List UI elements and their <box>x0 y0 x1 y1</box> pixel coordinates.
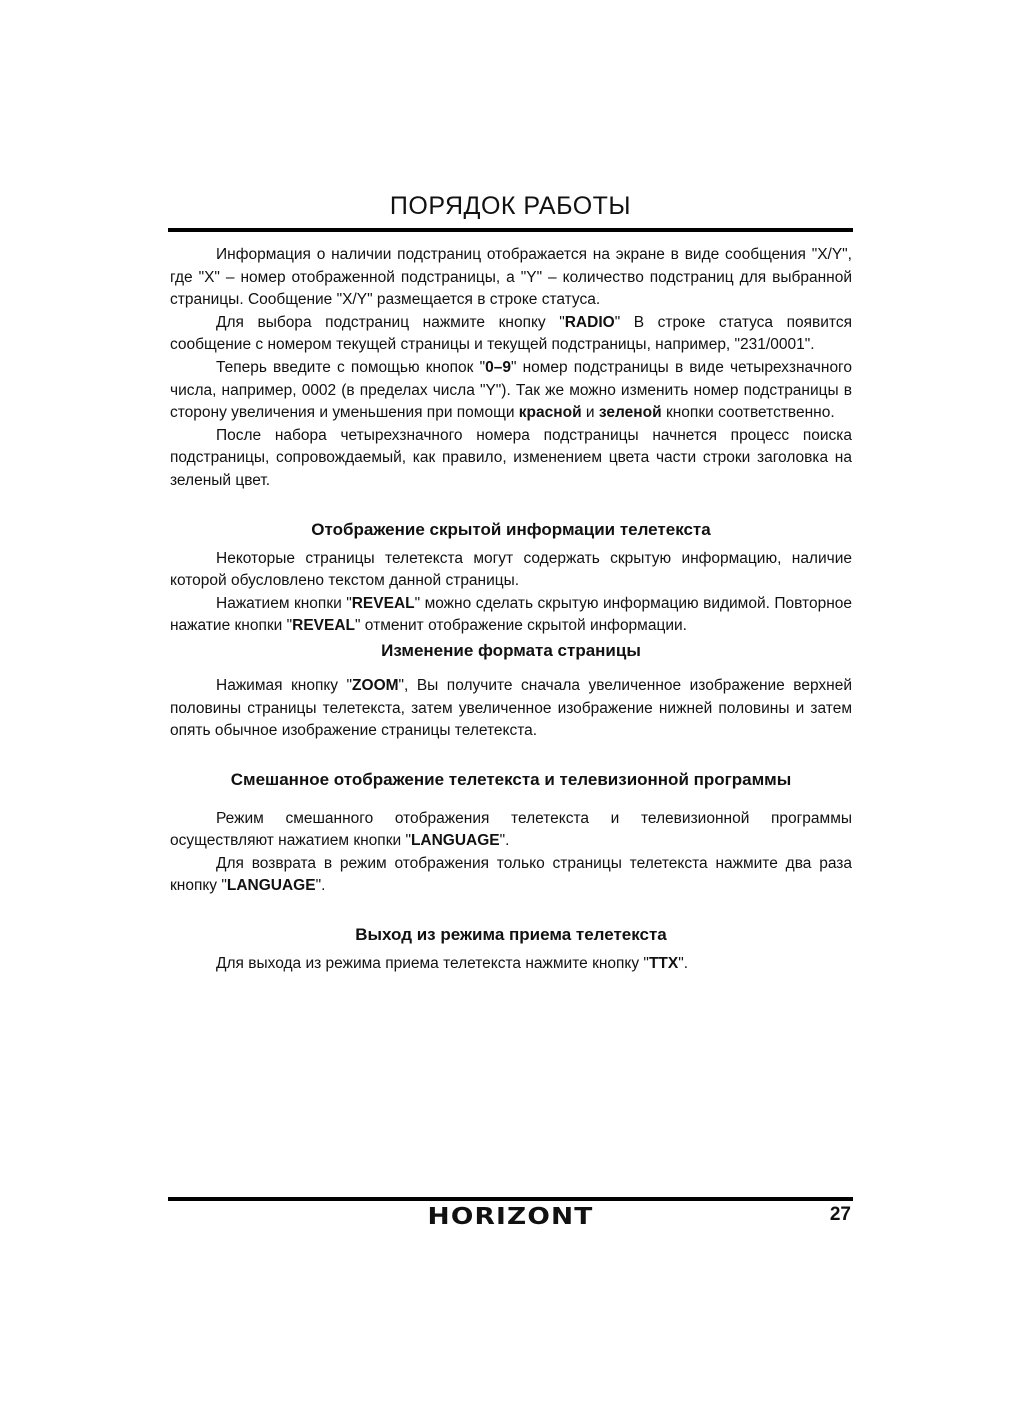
bold-text: REVEAL <box>351 594 415 612</box>
bold-text: зеленой <box>598 404 662 422</box>
paragraph <box>170 312 852 357</box>
brand-logo: HORIZONT <box>427 1204 594 1230</box>
text-run: " В строке статуса появится сообщение с номером текущей страницы и текущей подстраницы, например, "231/0001". <box>170 313 852 354</box>
text-run: ". <box>499 832 510 850</box>
bold-text: TTX <box>648 955 679 973</box>
text-run: Нажимая кнопку " <box>216 676 353 694</box>
page-number: 27 <box>829 1204 851 1225</box>
text-run: Режим смешанного отображения телетекста и телевизионной программы осуществляют нажатием кнопки " <box>170 809 852 850</box>
paragraph <box>170 357 852 425</box>
text-run: Для выбора подстраниц нажмите кнопку " <box>216 313 565 331</box>
text-run: и <box>581 404 599 422</box>
section-heading: Изменение формата страницы <box>381 640 641 660</box>
footer-divider <box>168 1197 853 1201</box>
bold-text: красной <box>518 404 582 422</box>
page-title: ПОРЯДОК РАБОТЫ <box>389 192 632 220</box>
text-run: Для возврата в режим отображения только страницы телетекста нажмите два раза кнопку " <box>170 854 852 895</box>
bold-text: REVEAL <box>292 617 355 635</box>
header-divider <box>168 228 853 232</box>
text-run: ", Вы получите сначала увеличенное изображение верхней половины страницы телетекста, затем увеличенное изображение нижней половины и затем опять обычное изображение страницы телетекста. <box>170 676 852 740</box>
text-run: ". <box>315 877 326 895</box>
bold-text: LANGUAGE <box>410 832 500 850</box>
section-exit-teletext <box>170 922 852 976</box>
section-heading: Выход из режима приема телетекста <box>355 925 667 945</box>
text-run: ". <box>678 955 689 973</box>
section-hidden-info <box>170 517 852 638</box>
text-run: После набора четырехзначного номера подстраницы начнется процесс поиска подстраницы, сопровождаемый, как правило, изменением цвета части строки заголовка на зеленый цвет. <box>170 426 852 489</box>
text-run: " можно сделать скрытую информацию видимой. Повторное нажатие кнопки " <box>170 594 853 635</box>
text-run: Для выхода из режима приема телетекста нажмите кнопку " <box>216 955 649 973</box>
paragraph <box>170 853 852 898</box>
document-page <box>168 0 853 1418</box>
section-mixed-display <box>170 767 852 898</box>
text-run: Некоторые страницы телетекста могут содержать скрытую информацию, наличие которой обусловлено текстом данной страницы. <box>170 549 852 590</box>
paragraph <box>170 953 852 976</box>
bold-text: RADIO <box>564 313 615 331</box>
text-run: " номер подстраницы в виде четырехзначного числа, например, 0002 (в пределах числа "Y"). Так же можно изменить номер подстраницы в сторону увеличения и уменьшения при помощи <box>170 358 852 422</box>
text-run: Теперь введите с помощью кнопок " <box>216 358 486 376</box>
text-run: Информация о наличии подстраниц отображается на экране в виде сообщения "X/Y", где "X" – номер отображенной подстраницы, а "Y" – количество подстраниц для выбранной страницы. Сообщение "X/Y" размещается в строке статуса. <box>170 246 852 309</box>
text-run: Нажатием кнопки " <box>216 594 352 612</box>
text-run: " отменит отображение скрытой информации. <box>355 617 687 635</box>
bold-text: ZOOM <box>352 676 399 694</box>
paragraph <box>170 548 852 593</box>
text-run: кнопки соответственно. <box>661 404 835 422</box>
paragraph <box>170 425 852 493</box>
section-heading: Смешанное отображение телетекста и телевизионной программы <box>230 769 792 789</box>
paragraph <box>170 593 852 638</box>
paragraph <box>170 244 852 312</box>
bold-text: LANGUAGE <box>226 877 316 895</box>
section-page-format <box>170 638 852 743</box>
bold-text: 0–9 <box>485 358 511 376</box>
paragraph <box>170 808 852 853</box>
document-body <box>170 244 852 976</box>
section-heading: Отображение скрытой информации телетекста <box>311 519 711 539</box>
paragraph <box>170 675 852 743</box>
section-subpages <box>170 244 852 493</box>
